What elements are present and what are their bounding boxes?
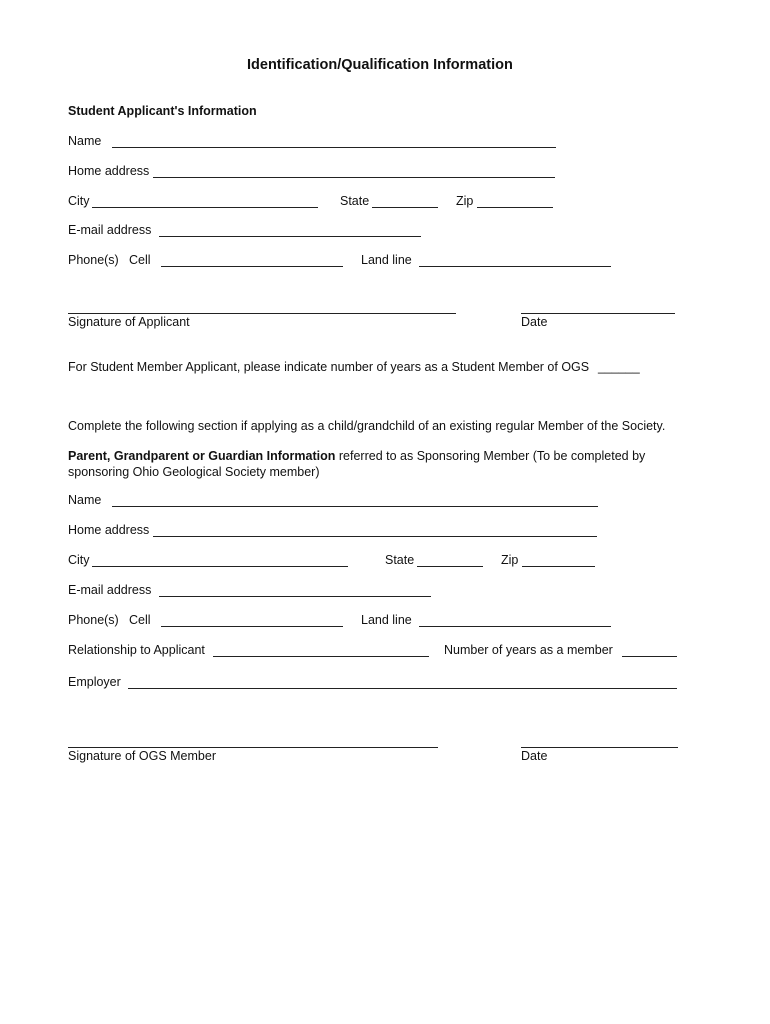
applicant-signature-field[interactable] xyxy=(68,313,456,314)
student-member-years-field[interactable]: ______ xyxy=(598,360,640,374)
applicant-date-label: Date xyxy=(521,315,548,329)
student-name-label: Name xyxy=(68,134,102,148)
student-phones-label: Phone(s) xyxy=(68,253,119,267)
sponsor-zip-label: Zip xyxy=(501,553,519,567)
sponsor-cell-field[interactable] xyxy=(161,626,343,627)
sponsor-state-label: State xyxy=(385,553,415,567)
page-title: Identification/Qualification Information xyxy=(247,57,513,73)
student-state-field[interactable] xyxy=(372,207,438,208)
relationship-field[interactable] xyxy=(213,656,429,657)
sponsor-state-field[interactable] xyxy=(417,566,483,567)
sponsor-name-label: Name xyxy=(68,493,102,507)
student-city-label: City xyxy=(68,194,90,208)
student-state-label: State xyxy=(340,194,370,208)
child-section-note: Complete the following section if applying as a child/grandchild of an existing regular Member of the Society. xyxy=(68,419,666,433)
member-signature-field[interactable] xyxy=(68,747,438,748)
sponsor-landline-field[interactable] xyxy=(419,626,611,627)
student-zip-label: Zip xyxy=(456,194,474,208)
sponsor-email-field[interactable] xyxy=(159,596,431,597)
sponsor-landline-label: Land line xyxy=(361,613,412,627)
sponsor-city-field[interactable] xyxy=(92,566,348,567)
student-member-question: For Student Member Applicant, please indicate number of years as a Student Member of OGS xyxy=(68,360,590,374)
sponsor-city-label: City xyxy=(68,553,90,567)
student-email-label: E-mail address xyxy=(68,223,152,237)
student-email-field[interactable] xyxy=(159,236,421,237)
sponsor-phones-label: Phone(s) xyxy=(68,613,119,627)
student-landline-field[interactable] xyxy=(419,266,611,267)
sponsor-home-address-field[interactable] xyxy=(153,536,597,537)
student-home-address-label: Home address xyxy=(68,164,150,178)
sponsor-name-field[interactable] xyxy=(112,506,598,507)
sponsor-zip-field[interactable] xyxy=(522,566,595,567)
sponsor-home-address-label: Home address xyxy=(68,523,150,537)
employer-field[interactable] xyxy=(128,688,677,689)
student-home-address-field[interactable] xyxy=(153,177,555,178)
member-date-field[interactable] xyxy=(521,747,678,748)
relationship-label: Relationship to Applicant xyxy=(68,643,205,657)
student-cell-label: Cell xyxy=(129,253,151,267)
sponsor-heading-bold: Parent, Grandparent or Guardian Information xyxy=(68,449,336,463)
years-member-label: Number of years as a member xyxy=(444,643,613,657)
years-member-field[interactable] xyxy=(622,656,677,657)
sponsor-email-label: E-mail address xyxy=(68,583,152,597)
student-zip-field[interactable] xyxy=(477,207,553,208)
employer-label: Employer xyxy=(68,675,121,689)
member-signature-label: Signature of OGS Member xyxy=(68,749,216,763)
member-date-label: Date xyxy=(521,749,548,763)
student-cell-field[interactable] xyxy=(161,266,343,267)
student-name-field[interactable] xyxy=(112,147,556,148)
student-landline-label: Land line xyxy=(361,253,412,267)
student-section-heading: Student Applicant's Information xyxy=(68,104,257,118)
sponsor-section-heading xyxy=(68,448,668,480)
sponsor-heading-text: referred to as Sponsoring Member (To be completed by sponsoring Ohio Geological Society member) xyxy=(68,449,646,479)
student-city-field[interactable] xyxy=(92,207,318,208)
applicant-date-field[interactable] xyxy=(521,313,675,314)
sponsor-cell-label: Cell xyxy=(129,613,151,627)
applicant-signature-label: Signature of Applicant xyxy=(68,315,190,329)
